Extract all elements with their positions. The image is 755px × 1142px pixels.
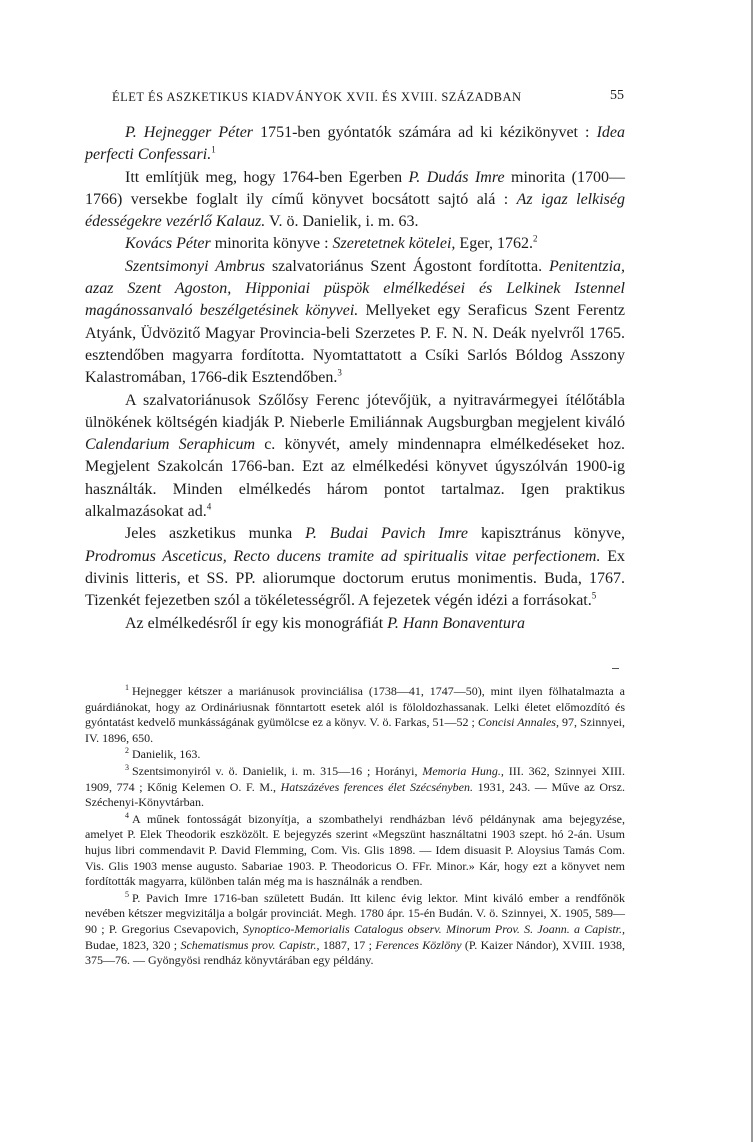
text-run: Az elmélkedésről ír egy kis monográfiát: [125, 614, 388, 632]
text-run: V. ö. Danielik, i. m. 63.: [265, 213, 419, 231]
italic-text: Concisi Annales,: [477, 715, 559, 730]
italic-text: Szeretetnek kötelei,: [332, 235, 456, 253]
footnote: [85, 684, 625, 746]
text-run: c. könyvét, amely mindennapra elmélkedéseket hoz. Megjelent Szakolcán 1766-ban. Ezt az elmélkedési könyvet úgyszólván 1900-ig használták. Minden elmélkedés három pontot tartalmaz. Igen praktikus alkalmazásokat ad.: [85, 436, 626, 521]
footnote-mark: 4: [125, 810, 129, 820]
text-run: minorita könyve :: [210, 235, 333, 253]
main-text: [85, 122, 625, 635]
paragraph: [85, 523, 625, 612]
text-run: Ex divinis litteris, et SS. PP. aliorumque doctorum erutus monimentis. Buda, 1767. Tizenkét fejezetben szól a tökéletességről. A fejezetek végén idézi a forrásokat.: [85, 547, 625, 610]
text-run: minorita (1700—1766) versekbe foglalt ily című könyvet bocsátott sajtó alá :: [85, 168, 626, 208]
italic-text: Prodromus Asceticus, Recto ducens tramite ad spiritualis vitae perfectionem.: [85, 547, 601, 565]
italic-text: P. Hejnegger Péter: [125, 124, 254, 141]
running-header: [112, 90, 624, 105]
italic-text: Schematismus prov. Capistr.,: [180, 937, 320, 952]
italic-text: Kovács Péter: [125, 235, 211, 253]
text-run: III. 362, Szinnyei XIII. 1909, 774 ; Kőnig Kelemen O. F. M.,: [85, 763, 625, 794]
italic-text: Memoria Hung.,: [422, 763, 504, 778]
text-run: Eger, 1762.: [455, 235, 533, 253]
print-mark: [612, 668, 619, 669]
text-run: 97, Szinnyei, IV. 1896, 650.: [85, 715, 625, 745]
text-run: 1931, 243. — Műve az Orsz. Széchenyi-Könyvtárban.: [85, 779, 625, 810]
text-run: 1887, 17 ;: [319, 937, 376, 952]
paragraph: [85, 167, 625, 234]
footnote-ref: 4: [206, 501, 212, 512]
footnote: [85, 812, 625, 890]
footnote-ref: 3: [337, 367, 342, 378]
italic-text: Penitentzia, azaz Szent Agoston, Hipponiai püspök elmélkedései és Lelkinek Istennel magánossanvaló beszélgetésinek könyvei.: [85, 257, 626, 320]
text-run: Szentsimonyiról v. ö. Danielik, i. m. 315—16 ; Horányi,: [132, 763, 423, 778]
italic-text: P. Budai Pavich Imre: [305, 525, 469, 543]
page-edge-line: [751, 0, 753, 1142]
footnotes: [85, 684, 625, 970]
running-title: ÉLET ÉS ASZKETIKUS KIADVÁNYOK XVII. ÉS XVIII. SZÁZADBAN: [112, 90, 522, 104]
footnote-mark: 5: [125, 889, 129, 899]
footnote-mark: 1: [125, 683, 129, 692]
footnote-mark: 3: [125, 762, 129, 772]
paragraph: [85, 233, 625, 255]
footnote-ref: 2: [532, 234, 538, 245]
italic-text: Hatszázéves ferences élet Szécsényben.: [280, 779, 473, 794]
text-run: Danielik, 163.: [132, 747, 201, 762]
italic-text: Ferences Közlöny: [375, 937, 462, 952]
italic-text: P. Hann Bonaventura: [387, 614, 526, 632]
text-run: P. Pavich Imre 1716-ban született Budán. Itt kilenc évig lektor. Mint kiváló ember a rendfőnök nevében kétszer megvizitálja a bolgár provinciát. Megh. 1780 ápr. 15-én Budán. V. ö. Szinnyei, X. 1905, 589—90 ; P. Gregorius Csevapovich,: [85, 890, 625, 936]
text-run: Budae, 1823, 320 ;: [85, 937, 181, 952]
text-run: 1751-ben gyóntatók számára ad ki kézikönyvet :: [253, 124, 597, 141]
text-run: szalvatoriánus Szent Ágostont fordította.: [265, 257, 550, 275]
footnote: [85, 891, 625, 969]
text-run: (P. Kaizer Nándor), XVIII. 1938, 375—76. — Gyöngyösi rendház könyvtárában egy példány.: [85, 937, 625, 968]
text-run: A szalvatoriánusok Szőlősy Ferenc jótevőjük, a nyitravármegyei ítélőtábla ülnökének költségén kiadják P. Nieberle Emiliánnak Augsburgban megjelent kiváló: [85, 391, 625, 431]
paragraph: [85, 122, 625, 167]
footnote: [85, 764, 625, 811]
italic-text: Synoptico-Memorialis Catalogus observ. Minorum Prov. S. Joann. a Capistr.,: [243, 921, 625, 936]
text-run: Jeles aszketikus munka: [125, 525, 306, 543]
paragraph: [85, 390, 625, 524]
footnote-ref: 5: [591, 590, 597, 601]
footnote: [85, 747, 625, 763]
italic-text: P. Dudás Imre: [408, 168, 505, 186]
text-run: kapisztránus könyve,: [468, 525, 626, 543]
paragraph: [85, 613, 625, 635]
text-run: Mellyeket egy Seraficus Szent Ferentz Atyánk, Üdvözitő Magyar Provincia-beli Szerzetes P. F. N. N. Deák nyelvről 1765. esztendőben magyarra fordította. Nyomtattatott a Csíki Sarlós Bóldog Asszony Kalastromában, 1766-dik Esztendőben.: [85, 302, 626, 387]
text-run: Itt említjük meg, hogy 1764-ben Egerben: [125, 168, 409, 186]
paragraph: [85, 256, 625, 390]
italic-text: Szentsimonyi Ambrus: [125, 257, 265, 275]
italic-text: Calendarium Seraphicum: [85, 436, 256, 454]
italic-text: Az igaz lelkiség édességekre vezérlő Kalauz.: [85, 190, 625, 231]
text-run: A műnek fontosságát bizonyítja, a szombathelyi rendházban lévő példánynak ama bejegyzése, amelyet P. Elek Theodorik eszközölt. E bejegyzés szerint «Megszünt használtatni 1903 szept. hó 2-án. Usum hujus libri commendavit P. David Flemming, Com. Vis. Glis 1898. — Idem disuasit P. Aloysius Tamás Com. Vis. Glis 1903 mense augusto. Sabariae 1903. P. Theodoricus O. FFr. Minor.» Kár, hogy ezt a könyvet nem fordították magyarra, különben talán még ma is használnák a rendben.: [85, 811, 625, 889]
text-run: Hejnegger kétszer a mariánusok provinciálisa (1738—41, 1747—50), mint ilyen fölhatalmazta a guárdiánokat, hogy az Ordináriusnak fönntartott esetek alól is föloldozhassanak. Lelki életet előmozdító és gyóntatást kedvelő munkásságának gyümölcse ez a könyv. V. ö. Farkas, 51—52 ;: [85, 684, 625, 730]
italic-text: Idea perfecti Confessari.: [85, 124, 626, 164]
footnote-ref: 1: [211, 144, 216, 155]
footnote-mark: 2: [125, 746, 129, 756]
page-number: 55: [610, 88, 624, 103]
